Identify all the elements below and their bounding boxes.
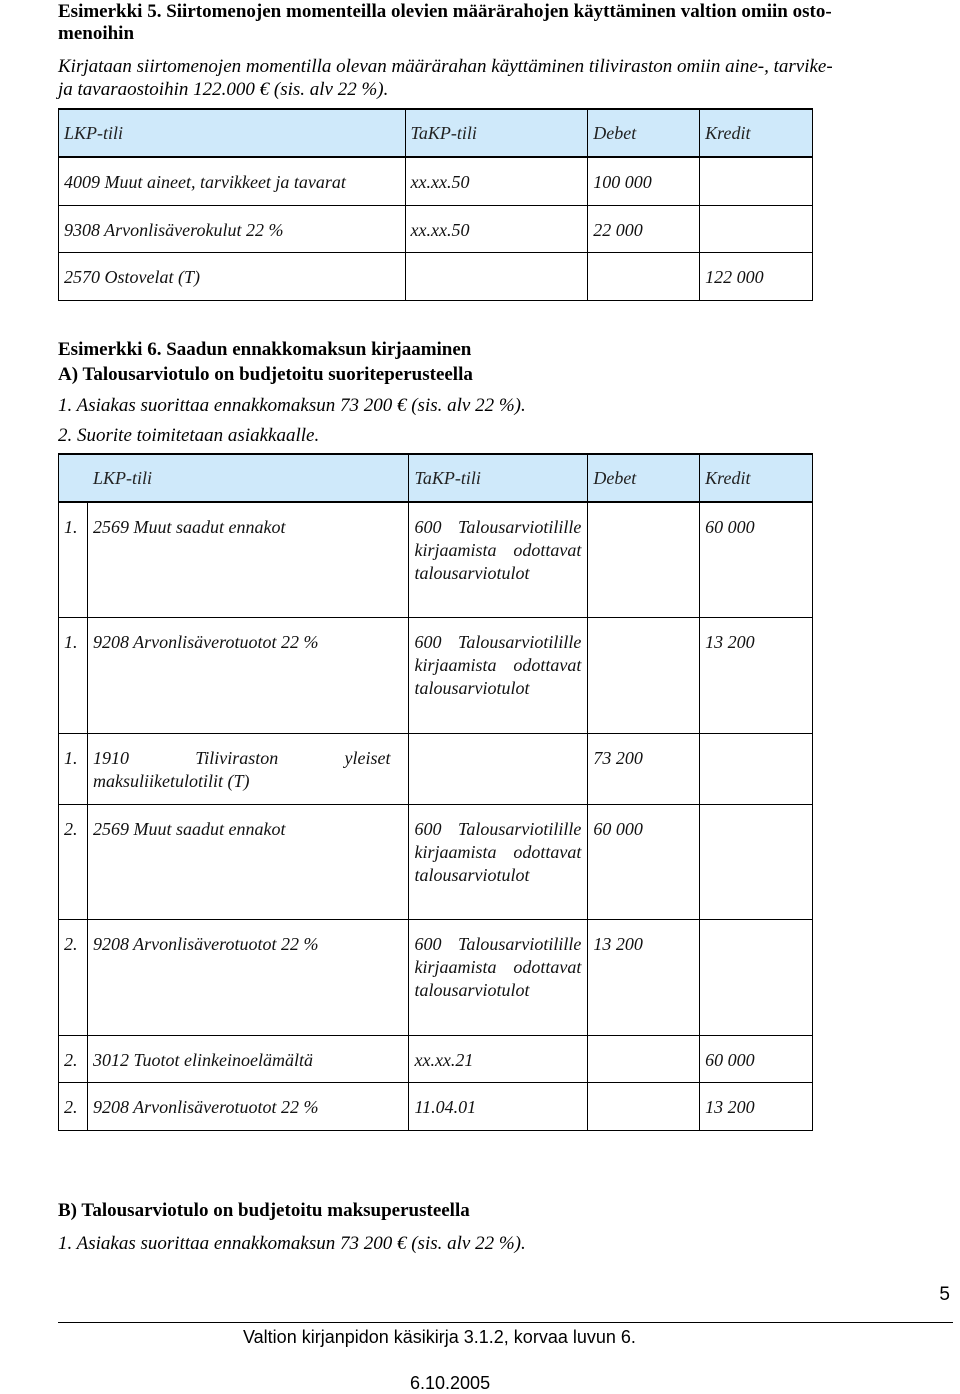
debet-cell <box>588 1036 699 1049</box>
debet-cell: 73 200 <box>593 747 643 768</box>
table-header-row <box>59 109 813 157</box>
table-row <box>59 205 813 252</box>
column-header-kredit: Kredit <box>700 454 813 502</box>
takp-cell: 600 Talousarviotilille kirjaamista odottavat talousarviotulot <box>414 517 582 583</box>
entry-number: 1. <box>64 631 78 652</box>
debet-cell <box>588 1083 699 1096</box>
kredit-cell <box>700 158 812 171</box>
kredit-cell: 60 000 <box>705 517 755 537</box>
column-header-takp: TaKP-tili <box>409 454 588 502</box>
debet-cell: 13 200 <box>593 933 643 954</box>
page-number: 5 <box>939 1284 950 1305</box>
takp-cell: 11.04.01 <box>414 1096 477 1117</box>
kredit-cell <box>700 805 812 818</box>
lkp-cell: 2570 Ostovelat (T) <box>64 266 200 287</box>
column-header-debet: Debet <box>588 454 700 502</box>
lkp-cell: 9208 Arvonlisäverotuotot 22 % <box>92 933 319 954</box>
entry-number: 1. <box>64 747 78 768</box>
debet-cell: 22 000 <box>593 219 643 240</box>
takp-cell: xx.xx.50 <box>410 219 470 240</box>
lkp-cell: 9208 Arvonlisäverotuotot 22 % <box>92 631 319 652</box>
table-row <box>59 502 813 617</box>
kredit-cell: 13 200 <box>705 631 755 652</box>
takp-cell <box>409 734 587 747</box>
table-row <box>59 617 813 733</box>
column-header-kredit: Kredit <box>700 109 813 157</box>
debet-cell: 60 000 <box>593 818 643 839</box>
example6-subheading-b: B) Talousarviotulo on budjetoitu maksuperusteella <box>58 1200 470 1221</box>
lkp-cell: 2569 Muut saadut ennakot <box>92 517 286 537</box>
kredit-cell: 122 000 <box>705 266 764 287</box>
column-header-takp: TaKP-tili <box>405 109 588 157</box>
debet-cell <box>588 253 699 266</box>
lkp-cell: 3012 Tuotot elinkeinoelämältä <box>92 1049 313 1070</box>
footer-title: Valtion kirjanpidon käsikirja 3.1.2, korvaa luvun 6. <box>243 1327 636 1347</box>
entry-number: 2. <box>64 1049 78 1070</box>
lkp-cell: 9308 Arvonlisäverokulut 22 % <box>64 219 284 240</box>
table-row <box>59 919 813 1035</box>
takp-cell: 600 Talousarviotilille kirjaamista odottavat talousarviotulot <box>414 631 582 698</box>
example5-ledger-table <box>58 108 813 301</box>
takp-cell <box>406 253 588 266</box>
example6-step1-b: 1. Asiakas suorittaa ennakkomaksun 73 200 € (sis. alv 22 %). <box>58 1233 526 1254</box>
entry-number: 2. <box>64 1096 78 1117</box>
lkp-cell: 9208 Arvonlisäverotuotot 22 % <box>92 1096 319 1117</box>
kredit-cell: 13 200 <box>705 1096 755 1117</box>
example5-heading: Esimerkki 5. Siirtomenojen momenteilla olevien määrärahojen käyttäminen valtion omiin osto- <box>58 1 832 22</box>
column-header-lkp: LKP-tili <box>59 109 406 157</box>
takp-cell: 600 Talousarviotilille kirjaamista odottavat talousarviotulot <box>414 933 582 1000</box>
example6-heading: Esimerkki 6. Saadun ennakkomaksun kirjaaminen <box>58 339 472 360</box>
example6-subheading-a: A) Talousarviotulo on budjetoitu suoriteperusteella <box>58 364 473 385</box>
column-header-debet: Debet <box>588 109 700 157</box>
debet-cell <box>588 503 699 516</box>
table-row <box>59 733 813 804</box>
table-row <box>59 157 813 205</box>
takp-cell: 600 Talousarviotilille kirjaamista odottavat talousarviotulot <box>414 818 582 885</box>
table-row <box>59 1035 813 1082</box>
kredit-cell <box>700 206 812 219</box>
lkp-cell: 4009 Muut aineet, tarvikkeet ja tavarat <box>64 172 346 192</box>
example6-ledger-table <box>58 453 813 1131</box>
example5-heading-cont: menoihin <box>58 23 135 44</box>
table-header-row <box>59 454 813 502</box>
table-row <box>59 252 813 300</box>
entry-number: 1. <box>64 517 78 537</box>
column-header-lkp: LKP-tili <box>59 454 409 502</box>
kredit-cell <box>700 734 812 747</box>
lkp-cell: 2569 Muut saadut ennakot <box>92 818 286 839</box>
example6-step1: 1. Asiakas suorittaa ennakkomaksun 73 200 € (sis. alv 22 %). <box>58 395 526 416</box>
footer-divider <box>58 1322 953 1323</box>
example5-description-line1: Kirjataan siirtomenojen momentilla olevan määrärahan käyttäminen tiliviraston omiin aine-, tarvike- <box>58 56 833 77</box>
entry-number: 2. <box>64 818 78 839</box>
takp-cell: xx.xx.50 <box>410 172 470 192</box>
kredit-cell <box>700 920 812 933</box>
takp-cell: xx.xx.21 <box>414 1049 474 1070</box>
table-row <box>59 804 813 919</box>
example5-description-line2: ja tavaraostoihin 122.000 € (sis. alv 22 %). <box>58 79 389 100</box>
footer-date: 6.10.2005 <box>410 1373 491 1393</box>
entry-number: 2. <box>64 933 78 954</box>
kredit-cell: 60 000 <box>705 1049 755 1070</box>
example6-step2: 2. Suorite toimitetaan asiakkaalle. <box>58 425 320 446</box>
lkp-cell: 1910 Tiliviraston yleiset maksuliiketulotilit (T) <box>92 747 391 791</box>
debet-cell: 100 000 <box>593 172 652 192</box>
table-row <box>59 1082 813 1130</box>
debet-cell <box>588 618 699 631</box>
